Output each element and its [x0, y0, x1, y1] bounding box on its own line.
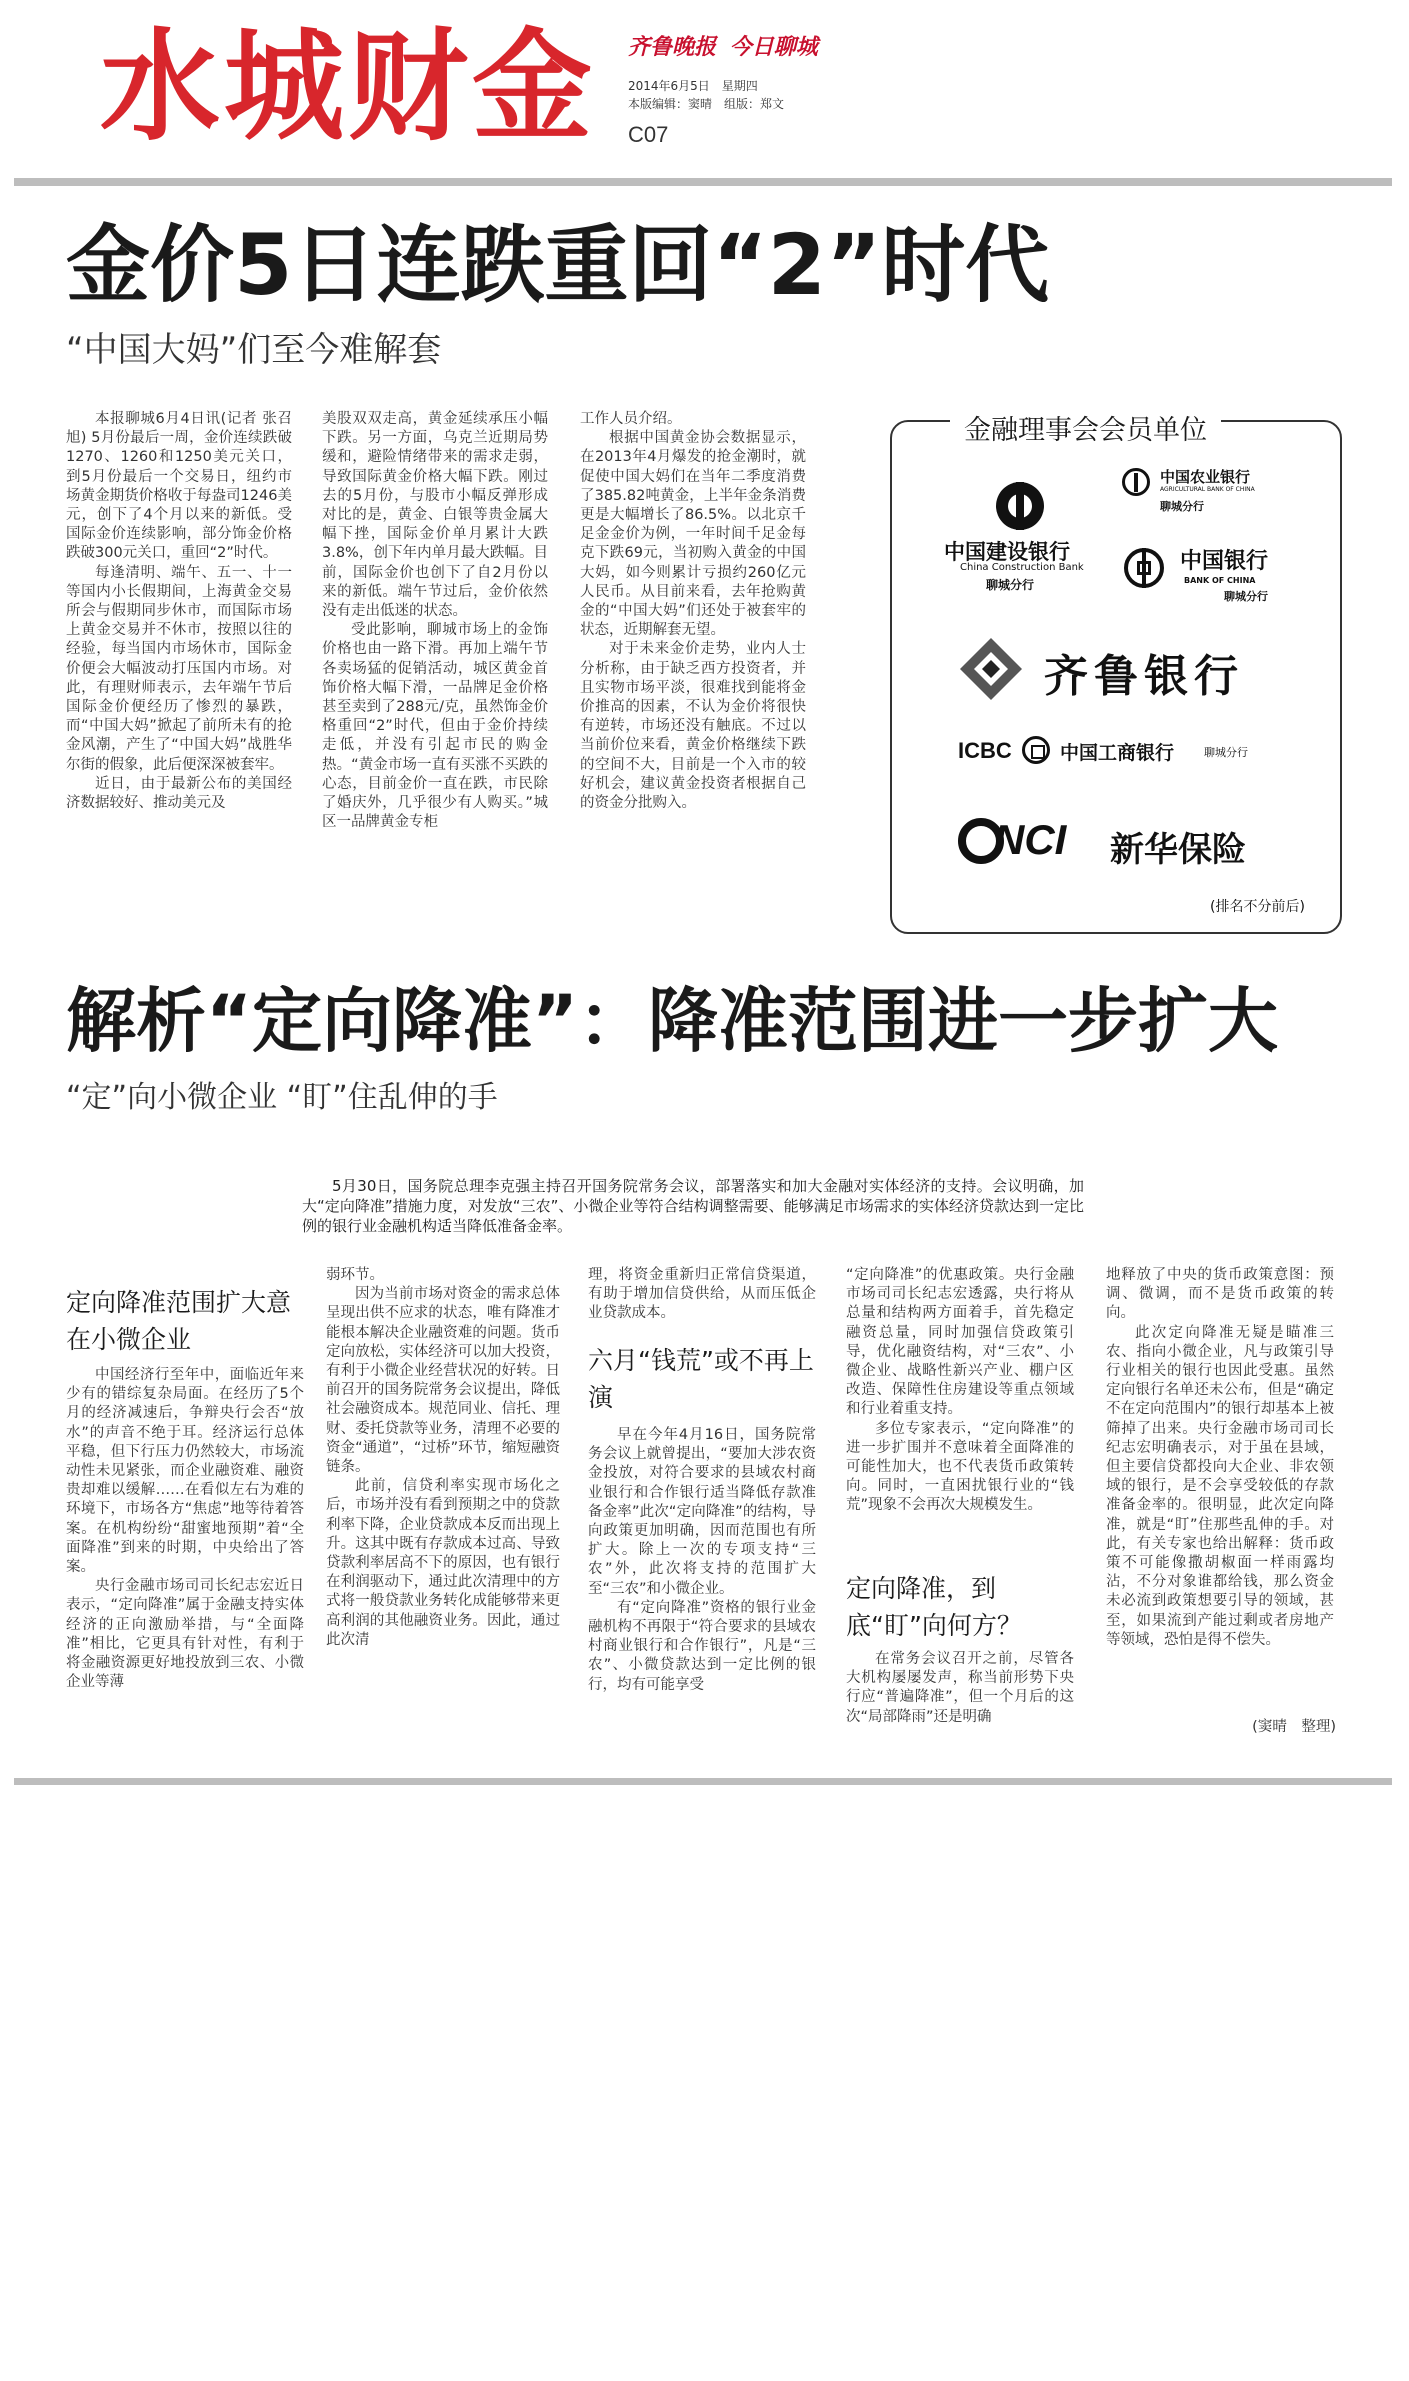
- paragraph: 因为当前市场对资金的需求总体呈现出供不应求的状态，唯有降准才能根本解决企业融资难的问题。货币定向放松，实体经济可以加大投资，有利于小微企业经营状况的好转。日前召开的国务院常务会议提出，降低社会融资成本。规范同业、信托、理财、委托贷款等业务，清理不必要的资金“通道”，“过桥”环节，缩短融资链条。: [326, 1286, 560, 1476]
- paragraph: “定向降准”的优惠政策。央行金融市场司司长纪志宏透露，央行将从总量和结构两方面着手，首先稳定融资总量，同时加强信贷政策引导，优化融资结构，对“三农”、小微企业、战略性新兴产业、棚户区改造、保障性住房建设等重点领域和行业着重支持。: [846, 1267, 1074, 1418]
- abc-logo-icon: [1122, 468, 1150, 496]
- article2-column-3-bottom: [588, 1426, 816, 1695]
- paper-brand: [628, 30, 818, 61]
- article2-headline: 解析“定向降准”：降准范围进一步扩大: [66, 980, 1279, 1062]
- boc-logo-icon: [1124, 548, 1164, 588]
- article2-subhead: “定”向小微企业 “盯”住乱伸的手: [66, 1080, 498, 1115]
- paragraph: 理，将资金重新归正常信贷渠道，有助于增加信贷供给，从而压低企业贷款成本。: [588, 1267, 816, 1322]
- section-title-3: 定向降准，到底“盯”向何方？: [846, 1574, 1022, 1640]
- article1-subhead: “中国大妈”们至今难解套: [66, 330, 442, 370]
- icbc-english: ICBC: [958, 738, 1012, 763]
- abc-branch: 聊城分行: [1160, 500, 1204, 513]
- boc-english: BANK OF CHINA: [1184, 576, 1256, 585]
- lead-paragraph: 5月30日，国务院总理李克强主持召开国务院常务会议，部署落实和加大金融对实体经济的支持。会议明确，加大“定向降准”措施力度，对发放“三农”、小微企业等符合结构调整需要、能够满足市场需求的实体经济贷款达到一定比例的银行业金融机构适当降低准备金率。: [302, 1177, 1084, 1235]
- editor-line: 本版编辑：窦晴 组版：郑文: [628, 97, 785, 111]
- paragraph: 早在今年4月16日，国务院常务会议上就曾提出，“要加大涉农资金投放，对符合要求的县域农村商业银行和合作银行适当降低存款准备金率”此次“定向降准”的结构，导向政策更加明确，因而范围也有所扩大。除上一次的专项支持“三农”外，此次将支持的范围扩大至“三农”和小微企业。: [588, 1427, 816, 1597]
- boc-branch: 聊城分行: [1224, 590, 1268, 603]
- paragraph: 在常务会议召开之前，尽管各大机构屡屡发声，称当前形势下央行应“普遍降准”，但一个月后的这次“局部降雨”还是明确: [846, 1651, 1074, 1725]
- article1-column-3: [580, 410, 806, 813]
- paragraph: 本报聊城6月4日讯(记者 张召旭) 5月份最后一周，金价连续跌破1270、1260和1250美元关口，到5月份最后一个交易日，纽约市场黄金期货价格收于每盎司1246美元，创下了4个月以来的新低。受国际金价连续影响，部分饰金价格跌破300元关口，重回“2”时代。: [66, 411, 292, 562]
- qilu-bank-name: 齐鲁银行: [1044, 651, 1244, 702]
- boc-name: 中国银行: [1180, 548, 1269, 574]
- member-banks-title: 金融理事会会员单位: [950, 408, 1221, 447]
- paragraph: 受此影响，聊城市场上的金饰价格也由一路下滑。再加上端午节各卖场猛的促销活动，城区黄金首饰价格大幅下滑，一品牌足金价格甚至卖到了288元/克，虽然饰金价格重回“2”时代，但由于金价持续走低，并没有引起市民的购金热。“黄金市场一直有买涨不买跌的心态，目前金价一直在跌，市民除了婚庆外，几乎很少有人购买。”城区一品牌黄金专柜: [322, 622, 548, 831]
- nci-english: NCI: [994, 816, 1067, 863]
- article2-column-5: [1106, 1266, 1334, 1650]
- icbc-branch: 聊城分行: [1204, 746, 1248, 759]
- paragraph: 央行金融市场司司长纪志宏近日表示，“定向降准”属于金融支持实体经济的正向激励举措，与“全面降准”相比，它更具有针对性，有利于将金融资源更好地投放到三农、小微企业等薄: [66, 1578, 304, 1691]
- icbc-name: 中国工商银行: [1060, 742, 1175, 764]
- paragraph: 有“定向降准”资格的银行业金融机构不再限于“符合要求的县域农村商业银行和合作银行”，凡是“三农”、小微贷款达到一定比例的银行，均有可能享受: [588, 1599, 816, 1693]
- paragraph: 此前，信贷利率实现市场化之后，市场并没有看到预期之中的贷款利率下降，企业贷款成本反而出现上升。这其中既有存款成本过高、导致贷款利率居高不下的原因，也有银行在利润驱动下，通过此次清理中的方式将一般贷款业务转化成能够带来更高利润的其他融资业务。因此，通过此次清: [326, 1478, 560, 1648]
- article2-column-1: [66, 1366, 304, 1692]
- article1-column-2: [322, 410, 548, 832]
- nci-name: 新华保险: [1110, 830, 1246, 870]
- paragraph: 此次定向降准无疑是瞄准三农、指向小微企业，凡与政策引导行业相关的银行也因此受惠。虽然定向银行名单还未公布，但是“确定不在定向范围内”的银行却基本上被筛掉了出来。央行金融市场司司长纪志宏明确表示，对于虽在县域，但主要信贷都投向大企业、非农领域的银行，是不会享受较低的存款准备金率的。很明显，此次定向降准，就是“盯”住那些乱伸的手。对此，有关专家也给出解释：货币政策不可能像撒胡椒面一样雨露均沾，不分对象谁都给钱，那么资金未必流到政策想要引导的领域，甚至，如果流到产能过剩或者房地产等领域，恐怕是得不偿失。: [1106, 1324, 1334, 1648]
- paragraph: 地释放了中央的货币政策意图：预调、微调，而不是货币政策的转向。: [1106, 1267, 1334, 1322]
- ccb-name: 中国建设银行: [944, 540, 1070, 564]
- section-name: 今日聊城: [729, 34, 818, 60]
- paragraph: 工作人员介绍。: [580, 411, 682, 427]
- paragraph: 美股双双走高，黄金延续承压小幅下跌。另一方面，乌克兰近期局势缓和，避险情绪带来的需求走弱，导致国际黄金价格大幅下跌。刚过去的5月份，与股市小幅反弹形成对比的是，黄金、白银等贵金属大幅下挫，国际金价单月累计大跌3.8%，创下年内单月最大跌幅。目前，国际金价也创下了自2月份以来的新低。端午节过后，金价依然没有走出低迷的状态。: [322, 411, 548, 620]
- paragraph: 每逢清明、端午、五一、十一等国内小长假期间，上海黄金交易所会与假期同步休市，而国际市场上黄金交易并不休市，按照以往的经验，每当国内市场休市，国际金价便会大幅波动打压国内市场。对此，有理财师表示，去年端午节后国际金价便经历了惨烈的暴跌，而“中国大妈”掀起了前所未有的抢金风潮，产生了“中国大妈”战胜华尔街的假象，此后便深深被套牢。: [66, 564, 292, 773]
- byline: (窦晴 整理): [1252, 1719, 1336, 1735]
- ccb-branch: 聊城分行: [986, 578, 1035, 592]
- ccb-logo-icon: [996, 482, 1044, 530]
- qilu-bank-logo-icon: [958, 636, 1024, 702]
- bottom-divider: [14, 1778, 1392, 1785]
- section-title-2: 六月“钱荒”或不再上演: [588, 1346, 814, 1412]
- paragraph: 多位专家表示，“定向降准”的进一步扩围并不意味着全面降准的可能性加大，也不代表货币政策转向。同时，一直困扰银行业的“钱荒”现象不会再次大规模发生。: [846, 1420, 1074, 1514]
- article2-column-2: [326, 1266, 560, 1650]
- paragraph: 中国经济行至年中，面临近年来少有的错综复杂局面。在经历了5个月的经济减速后，争辩央行会否“放水”的声音不绝于耳。经济运行总体平稳，但下行压力仍然较大，市场流动性未见紧张，而企业融资难、融资贵却难以缓解……在看似左右为难的环境下，市场各方“焦虑”地等待着答案。在机构纷纷“甜蜜地预期”着“全面降准”到来的时期，中央给出了答案。: [66, 1367, 304, 1576]
- icbc-logo-icon: [1022, 736, 1050, 764]
- top-divider: [14, 178, 1392, 186]
- paragraph: 近日，由于最新公布的美国经济数据较好、推动美元及: [66, 775, 292, 812]
- paragraph: 根据中国黄金协会数据显示，在2013年4月爆发的抢金潮时，就促使中国大妈们在当年二季度消费了385.82吨黄金，上半年金条消费更是大幅增长了86.5%。以北京千足金金价为例，一年时间千足金每克下跌69元，当初购入黄金的中国大妈，如今则累计亏损约260亿元人民币。从目前来看，去年抢购黄金的“中国大妈”们还处于被套牢的状态，近期解套无望。: [580, 430, 806, 639]
- abc-english: AGRICULTURAL BANK OF CHINA: [1160, 486, 1255, 493]
- article2-column-4-bottom: [846, 1650, 1074, 1727]
- article2-lead: [302, 1176, 1084, 1236]
- paragraph: 弱环节。: [326, 1267, 384, 1283]
- article1-headline: 金价5日连跌重回“2”时代: [66, 216, 1050, 314]
- ccb-english: China Construction Bank: [960, 562, 1084, 573]
- section-title-1: 定向降准范围扩大意在小微企业: [66, 1288, 292, 1354]
- masthead-title: 水城财金: [100, 18, 596, 157]
- ranking-note: (排名不分前后): [1210, 899, 1305, 915]
- article2-column-4-top: [846, 1266, 1074, 1516]
- paragraph: 对于未来金价走势，业内人士分析称，由于缺乏西方投资者，并且实物市场平淡，很难找到能将金价推高的因素，不认为金价将很快有逆转，市场还没有触底。不过以当前价位来看，黄金价格继续下跌的空间不大，目前是一个入市的较好机会，建议黄金投资者根据自己的资金分批购入。: [580, 641, 806, 812]
- date-line: 2014年6月5日 星期四: [628, 79, 758, 93]
- page-number: C07: [628, 122, 669, 147]
- article1-column-1: [66, 410, 292, 813]
- abc-name: 中国农业银行: [1160, 468, 1251, 486]
- paper-name: 齐鲁晚报: [628, 34, 717, 60]
- article2-column-3-top: [588, 1266, 816, 1324]
